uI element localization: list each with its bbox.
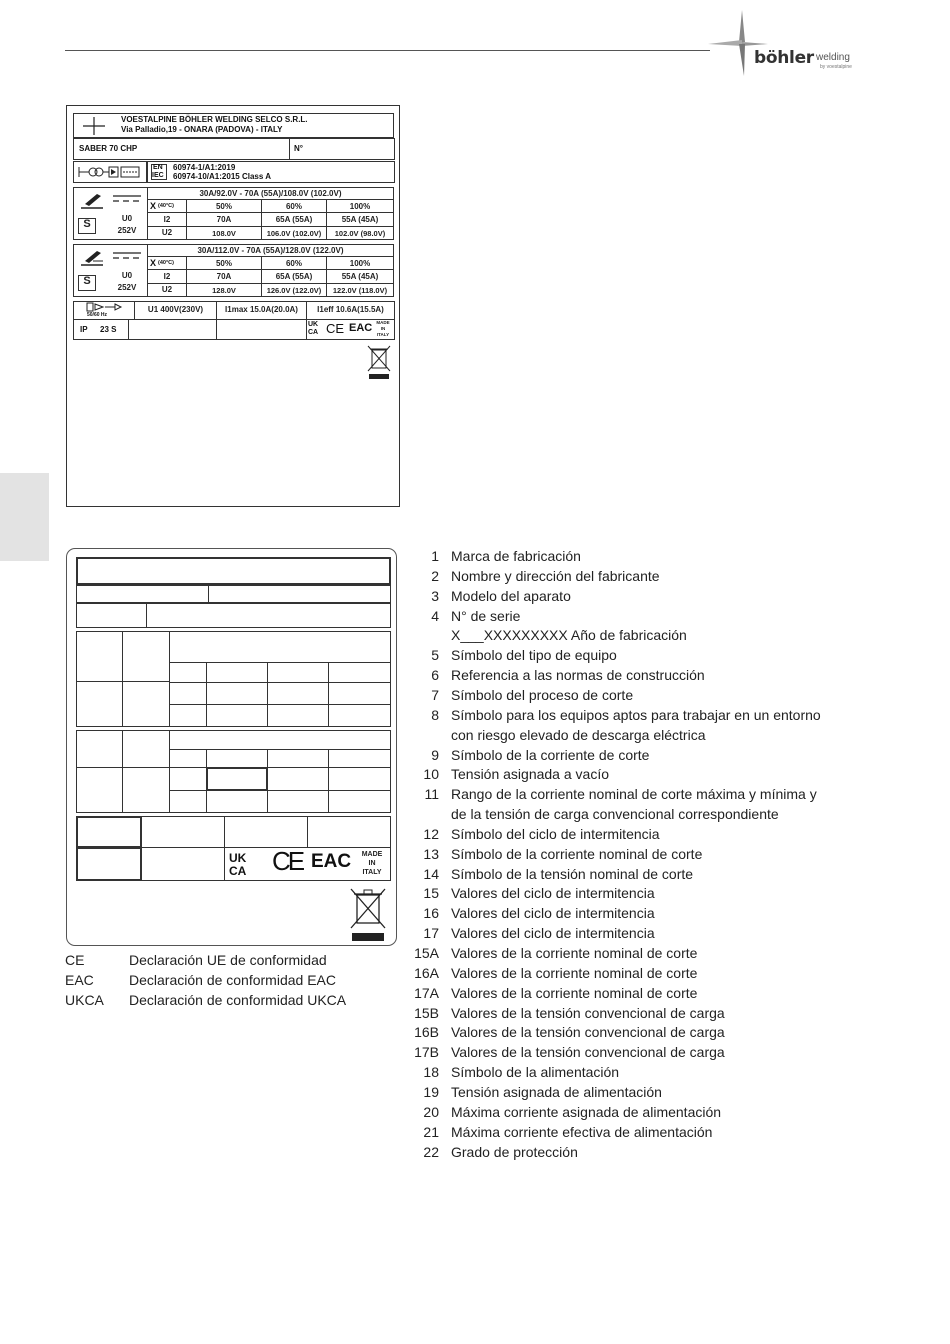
- legend-text: Valores del ciclo de intermitencia: [451, 925, 655, 942]
- u2-60: 106.0V (102.0V): [266, 229, 322, 238]
- legend-text: Rango de la corriente nominal de corte máxima y mínima y: [451, 786, 817, 803]
- side-tab: [0, 473, 49, 561]
- std-iec: IEC: [152, 172, 164, 179]
- field-16b: [267, 704, 329, 727]
- duty-60: 60%: [285, 202, 302, 211]
- x-temp: (40°C): [158, 260, 174, 266]
- legend-number: 11: [424, 786, 439, 803]
- empty-field: [141, 847, 225, 881]
- standard-2: 60974-10/A1:2015 Class A: [173, 172, 271, 181]
- std-en: EN: [153, 164, 163, 171]
- field-16a: [267, 767, 329, 791]
- legend-text: Valores del ciclo de intermitencia: [451, 885, 655, 902]
- legend-text: con riesgo elevado de descarga eléctrica: [451, 726, 706, 743]
- field-15: [206, 749, 268, 768]
- u2-label: U2: [161, 228, 173, 237]
- ukca-mark: CA: [229, 864, 247, 878]
- field-4: [208, 585, 391, 603]
- field-11: [169, 631, 391, 663]
- ukca-mark: UK: [308, 321, 319, 328]
- u0-value: 252V: [117, 226, 137, 235]
- field-15a: [206, 767, 268, 791]
- legend-number: 16B: [414, 1024, 439, 1041]
- field-20: [224, 816, 308, 848]
- field-17a: [328, 767, 391, 791]
- u2-100: 122.0V (118.0V): [332, 286, 388, 295]
- legend-number: 9: [431, 746, 439, 763]
- legend-number: 17A: [414, 984, 439, 1001]
- supply-plug-icon: [85, 302, 125, 312]
- brand-suffix: welding: [816, 52, 850, 63]
- legend-number: 5: [431, 647, 439, 664]
- legend-text: Tensión asignada de alimentación: [451, 1083, 662, 1100]
- legend-number: 22: [423, 1143, 439, 1160]
- supply-hz: 50/60 Hz: [87, 312, 108, 318]
- field-17: [328, 749, 391, 768]
- field-15b: [206, 790, 268, 813]
- dc-current-icon: [111, 194, 143, 204]
- divider: [147, 226, 394, 227]
- legend-text: X___XXXXXXXXX Año de fabricación: [451, 627, 687, 644]
- italy-mark: ITALY: [376, 332, 390, 337]
- legend-number: 19: [423, 1083, 439, 1100]
- legend-number: 18: [423, 1064, 439, 1081]
- field-13: [169, 682, 207, 705]
- field-16: [267, 662, 329, 683]
- legend-text: Referencia a las normas de construcción: [451, 667, 705, 684]
- declaration-text: Declaración UE de conformidad: [129, 952, 327, 968]
- legend-number: 15A: [414, 945, 439, 961]
- legend-number: 15B: [414, 1004, 439, 1021]
- legend-text: Símbolo de la alimentación: [451, 1064, 620, 1081]
- field-8: [76, 767, 123, 813]
- legend-number: 2: [431, 567, 439, 584]
- legend-text: Símbolo para los equipos aptos para trabajar en un entorno: [451, 706, 821, 723]
- field-16a: [267, 682, 329, 705]
- legend-text: Marca de fabricación: [451, 548, 581, 564]
- u2-50: 128.0V: [212, 286, 236, 295]
- legend-number: 4: [431, 607, 439, 624]
- s-symbol: S: [83, 275, 91, 287]
- legend-number: 16A: [414, 964, 439, 981]
- legend-text: de la tensión de carga convencional correspondiente: [451, 806, 779, 823]
- field-6: [146, 603, 391, 628]
- legend-number: 20: [423, 1103, 439, 1120]
- ip-label: IP: [80, 325, 88, 334]
- plate-template: [66, 548, 397, 946]
- legend-number: 10: [423, 766, 439, 783]
- legend-text: Valores del ciclo de intermitencia: [451, 905, 655, 922]
- company-address: Via Palladio,19 - ONARA (PADOVA) - ITALY: [121, 125, 283, 134]
- field-17a: [328, 682, 391, 705]
- legend-text: Símbolo del tipo de equipo: [451, 647, 617, 664]
- legend-text: N° de serie: [451, 607, 521, 624]
- field-17: [328, 662, 391, 683]
- empty-box: [128, 319, 217, 340]
- legend-text: Símbolo del proceso de corte: [451, 686, 634, 703]
- ukca-mark: UK: [229, 851, 247, 865]
- in-mark: IN: [380, 326, 386, 331]
- field-19: [141, 816, 225, 848]
- i2-50: 70A: [216, 215, 232, 224]
- legend-number: 14: [423, 865, 439, 882]
- serial-box: [289, 138, 395, 160]
- made-mark: MADE: [361, 851, 383, 858]
- range1: 30A/92.0V - 70A (55A)/108.0V (102.0V): [199, 189, 342, 198]
- field-3: [76, 585, 209, 603]
- field-16: [267, 749, 329, 768]
- field-10: [122, 767, 170, 813]
- weee-bin-icon: [367, 344, 391, 380]
- serial-label: N°: [294, 144, 303, 153]
- field-5: [76, 603, 147, 628]
- u2-100: 102.0V (98.0V): [334, 229, 386, 238]
- ukca-mark: CA: [308, 329, 319, 336]
- declaration-key: CE: [65, 952, 85, 968]
- field-9: [122, 631, 170, 682]
- ip-value: 23 S: [100, 325, 117, 334]
- duty-60: 60%: [285, 259, 302, 268]
- cutting-torch-icon: [79, 190, 105, 210]
- ce-mark: CE: [326, 321, 345, 336]
- brand-tag: by voestalpine: [820, 64, 852, 70]
- field-9: [122, 730, 170, 768]
- legend-text: Valores de la corriente nominal de corte: [451, 984, 698, 1001]
- legend-number: 12: [423, 825, 439, 842]
- legend-text: Modelo del aparato: [451, 587, 571, 604]
- divider: [147, 269, 394, 270]
- legend-text: Valores de la corriente nominal de corte: [451, 964, 698, 981]
- legend-text: Nombre y dirección del fabricante: [451, 567, 660, 584]
- field-15a: [206, 682, 268, 705]
- field-7: [76, 631, 123, 682]
- u2-60: 126.0V (122.0V): [266, 286, 322, 295]
- legend-number: 8: [431, 706, 439, 723]
- in-mark: IN: [368, 860, 376, 867]
- legend-text: Valores de la tensión convencional de carga: [451, 1044, 725, 1061]
- eac-mark: EAC: [349, 322, 373, 334]
- field-18: [76, 816, 142, 848]
- supply-ieff: I1eff 10.6A(15.5A): [317, 305, 384, 314]
- legend-text: Grado de protección: [451, 1143, 578, 1160]
- supply-u1: U1 400V(230V): [147, 305, 204, 314]
- i2-100: 55A (45A): [341, 272, 379, 281]
- field-22: [76, 847, 142, 881]
- duty-100: 100%: [349, 259, 371, 268]
- legend-text: Símbolo de la corriente nominal de corte: [451, 845, 703, 862]
- inverter-symbol-icon: [77, 164, 143, 180]
- i2-60: 65A (55A): [275, 272, 313, 281]
- legend-text: Valores de la tensión convencional de carga: [451, 1024, 725, 1041]
- i2-label: I2: [163, 215, 171, 224]
- i2-100: 55A (45A): [341, 215, 379, 224]
- empty-box: [216, 319, 307, 340]
- field-12: [169, 662, 207, 683]
- weee-bin-icon: [349, 886, 387, 942]
- legend-number: 21: [423, 1123, 439, 1140]
- legend-number: 7: [431, 686, 439, 703]
- duty-50: 50%: [215, 202, 232, 211]
- legend-text: Máxima corriente asignada de alimentación: [451, 1103, 722, 1120]
- range2: 30A/112.0V - 70A (55A)/128.0V (122.0V): [197, 246, 344, 255]
- field-16b: [267, 790, 329, 813]
- legend-text: Símbolo de la corriente de corte: [451, 746, 650, 763]
- made-mark: MADE: [376, 320, 390, 325]
- field-17b: [328, 790, 391, 813]
- x-label: X: [150, 201, 157, 211]
- x-label: X: [150, 258, 157, 268]
- legend-text: Tensión asignada a vacío: [451, 766, 609, 783]
- italy-mark: ITALY: [362, 869, 382, 876]
- legend-number: 13: [423, 845, 439, 862]
- rating-plate: [66, 105, 400, 507]
- standard-1: 60974-1/A1:2019: [173, 163, 236, 172]
- header-rule: [65, 50, 710, 51]
- model-name: SABER 70 CHP: [79, 144, 138, 153]
- u0-label: U0: [121, 214, 133, 223]
- u2-50: 108.0V: [212, 229, 236, 238]
- s-symbol: S: [83, 218, 91, 230]
- declaration-text: Declaración de conformidad EAC: [129, 972, 336, 988]
- legend-text: Valores de la tensión convencional de carga: [451, 1004, 725, 1021]
- legend-number: 6: [431, 667, 439, 684]
- field-11: [169, 730, 391, 750]
- field-13: [169, 767, 207, 791]
- field-14: [169, 704, 207, 727]
- i2-label: I2: [163, 272, 171, 281]
- field-15b: [206, 704, 268, 727]
- field-21: [307, 816, 391, 848]
- ce-mark: CE: [272, 846, 303, 876]
- legend-text: Máxima corriente efectiva de alimentación: [451, 1123, 713, 1140]
- divider: [147, 283, 394, 284]
- i2-50: 70A: [216, 272, 232, 281]
- supply-imax: I1max 15.0A(20.0A): [225, 305, 298, 314]
- field-10: [122, 681, 170, 727]
- legend-text: Valores de la corriente nominal de corte: [451, 945, 698, 961]
- legend-number: 1: [431, 548, 439, 564]
- duty-50: 50%: [215, 259, 232, 268]
- brand-name: böhler: [754, 48, 814, 68]
- field-12: [169, 749, 207, 768]
- legend-number: 16: [423, 905, 439, 922]
- legend-number: 17: [423, 925, 439, 942]
- field-1-2: [76, 557, 391, 585]
- u2-label: U2: [161, 285, 173, 294]
- legend-number: 17B: [414, 1044, 439, 1061]
- field-7: [76, 730, 123, 768]
- legend-number: 15: [423, 885, 439, 902]
- u0-label: U0: [121, 271, 133, 280]
- declaration-key: UKCA: [65, 992, 104, 1008]
- duty-100: 100%: [349, 202, 371, 211]
- legend-text: Símbolo del ciclo de intermitencia: [451, 825, 660, 842]
- x-temp: (40°C): [158, 203, 174, 209]
- bohler-logo: [708, 8, 878, 78]
- field-17b: [328, 704, 391, 727]
- declaration-text: Declaración de conformidad UKCA: [129, 992, 347, 1008]
- i2-60: 65A (55A): [275, 215, 313, 224]
- gouging-torch-icon: [79, 247, 105, 267]
- dc-current-icon: [111, 251, 143, 261]
- legend-number: 3: [431, 587, 439, 604]
- declaration-key: EAC: [65, 972, 94, 988]
- u0-value: 252V: [117, 283, 137, 292]
- company-name: VOESTALPINE BÖHLER WELDING SELCO S.R.L.: [121, 115, 308, 124]
- field-8: [76, 681, 123, 727]
- divider: [147, 212, 394, 213]
- eac-mark: EAC: [311, 851, 352, 872]
- legend-text: Símbolo de la tensión nominal de corte: [451, 865, 694, 882]
- field-15: [206, 662, 268, 683]
- star-mark-icon: [83, 117, 105, 135]
- field-14: [169, 790, 207, 813]
